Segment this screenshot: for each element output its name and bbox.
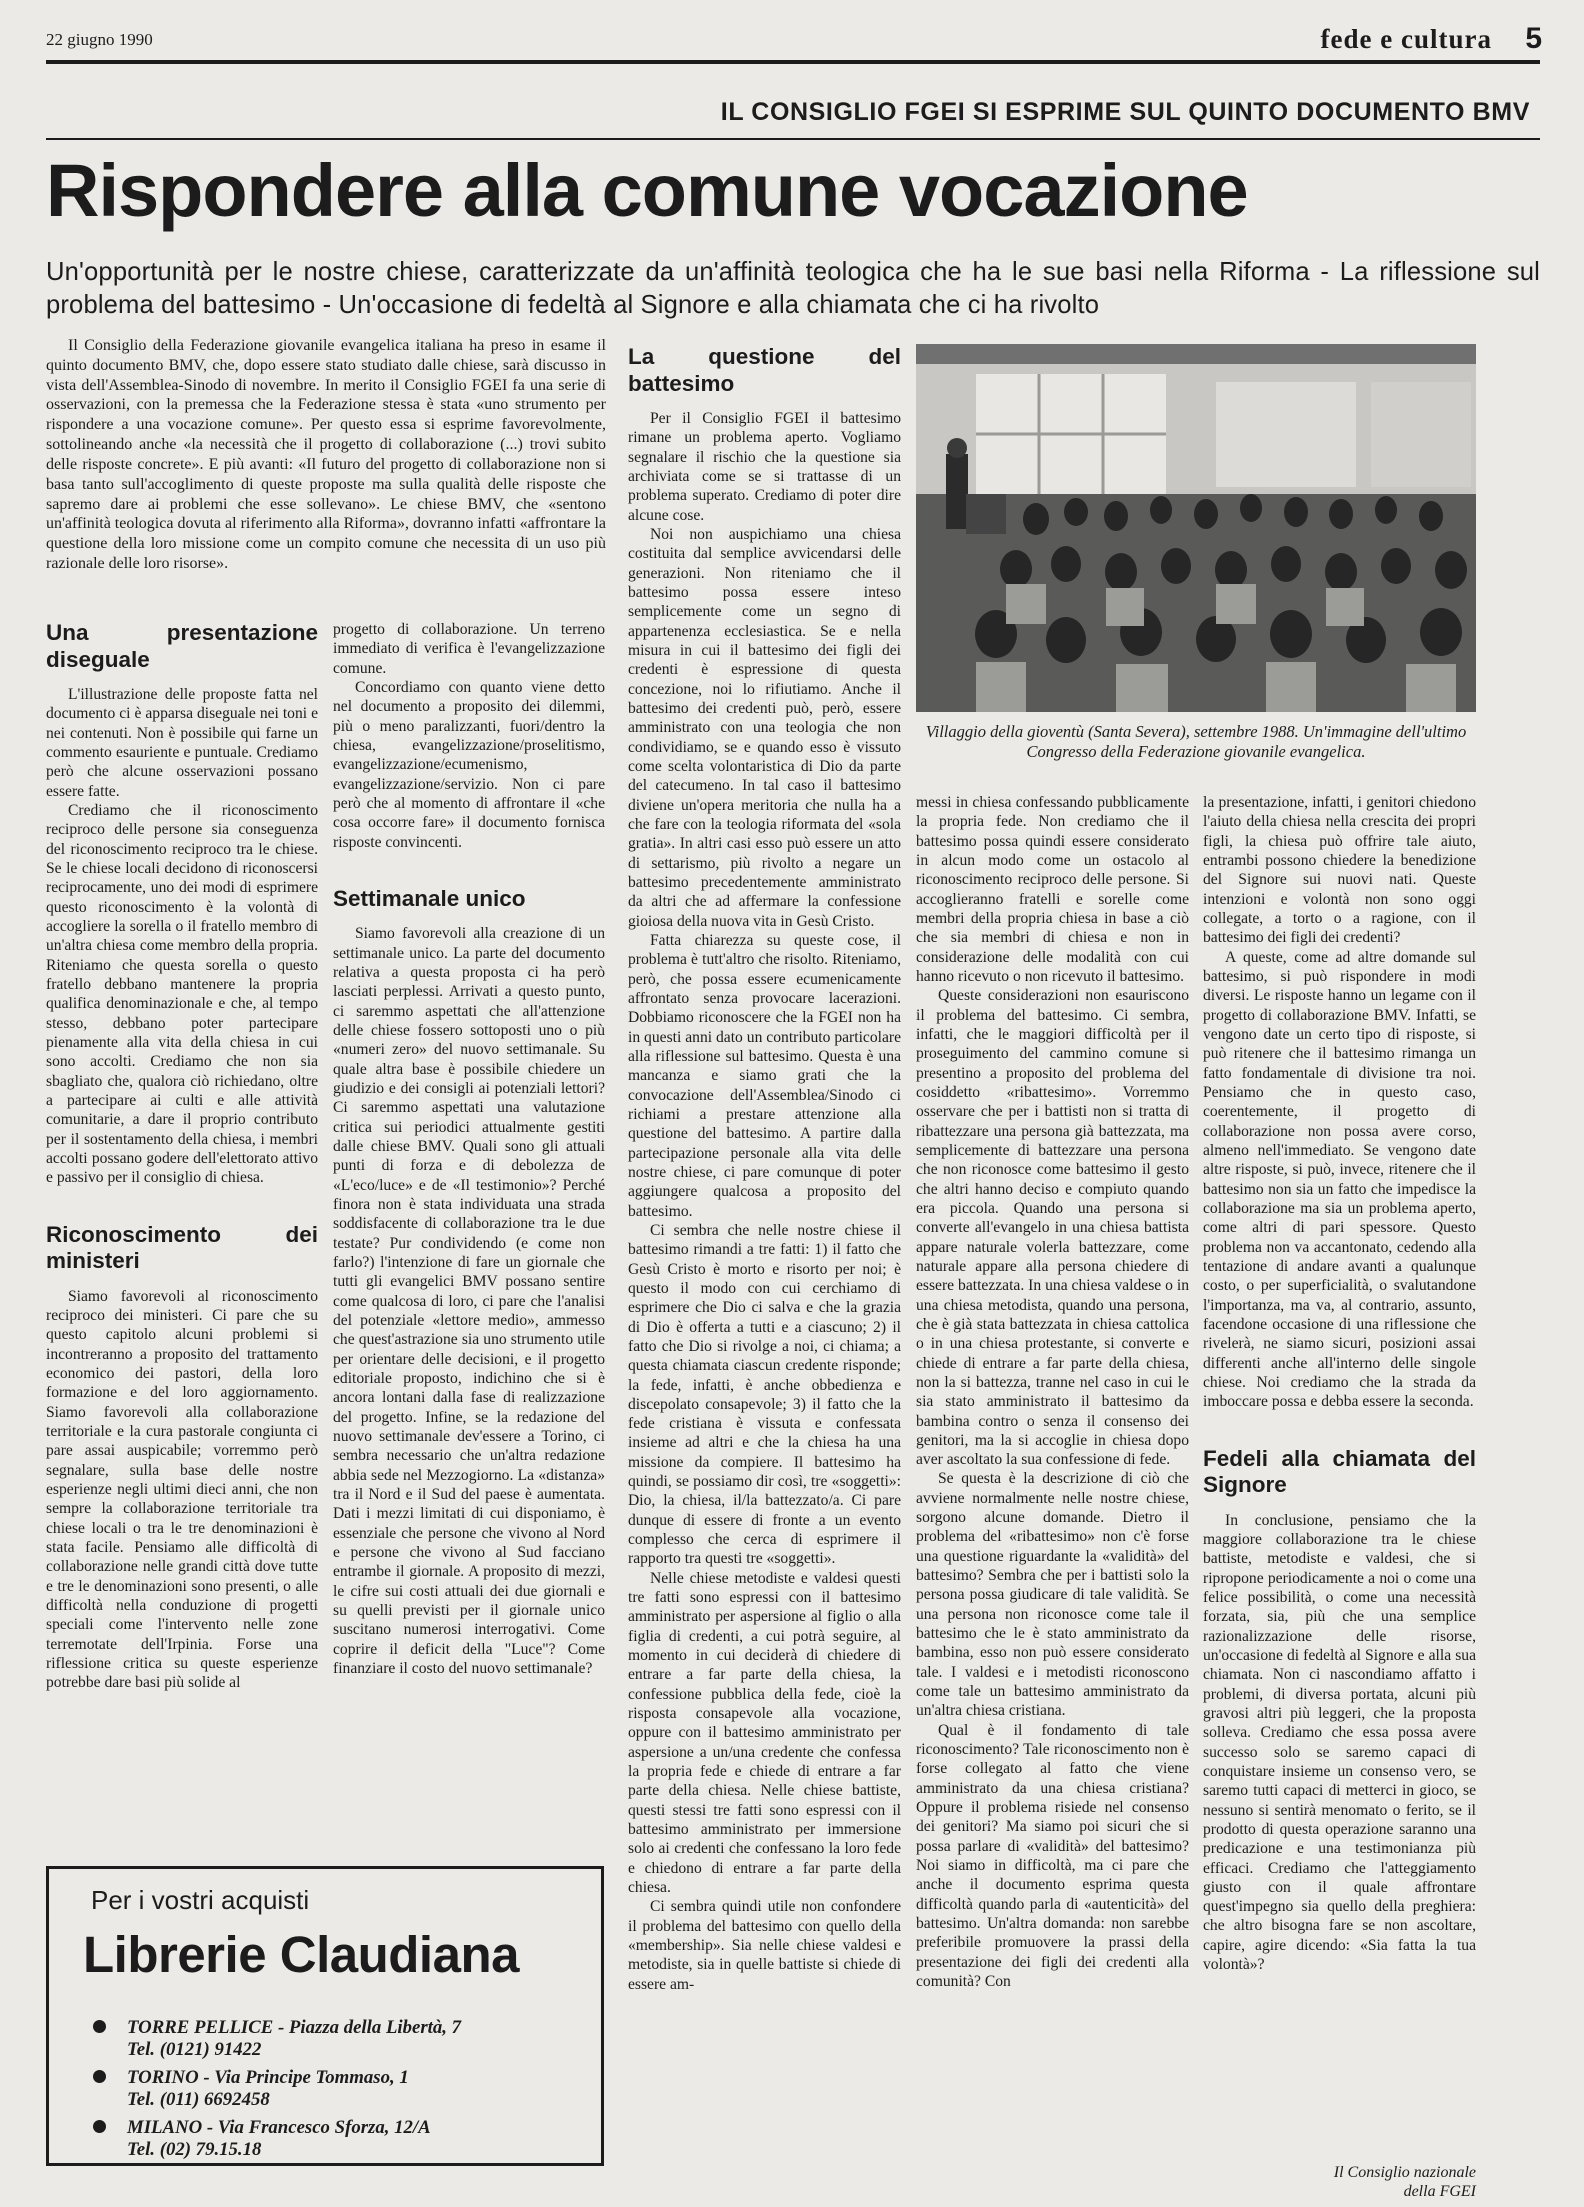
store-address: TORINO - Via Principe Tommaso, 1 — [127, 2067, 409, 2088]
paragraph: Siamo favorevoli al riconoscimento reciproco dei ministeri. Ci pare che su questo capitolo alcuni problemi si incontreranno a proposito del trattamento economico dei pastori, della loro formazione e del loro aggiornamento. Siamo favorevoli alla collaborazione territoriale e la cura pastorale congiunta ci pare assai auspicabile; vorremmo però segnalare, sulla base delle nostre esperienze negli ultimi dieci anni, che non sempre la collaborazione territoriale tra chiese locali o tra le tre denominazioni è stata facile. Pensiamo alle difficoltà di collaborazione nelle grandi città dove tutte e tre le denominazioni sono presenti, o alle difficoltà nella conduzione di progetti speciali come l'intervento nelle zone terremotate dell'Irpinia. Forse una riflessione critica su queste esperienze potrebbe dare basi più solide al — [46, 1287, 318, 1692]
column-3 — [628, 344, 901, 2192]
column-5 — [1203, 793, 1476, 2193]
store-address: TORRE PELLICE - Piazza della Libertà, 7 — [127, 2017, 462, 2038]
ad-title: Librerie Claudiana — [83, 1926, 519, 1983]
page-number: 5 — [1525, 22, 1542, 55]
article-subtitle: Un'opportunità per le nostre chiese, caratterizzate da un'affinità teologica che ha le sue basi nella Riforma - La riflessione sul problema del battesimo - Un'occasione di fedeltà al Signore e alla chiamata che ci ha rivolto — [46, 258, 1540, 320]
paragraph: Siamo favorevoli alla creazione di un settimanale unico. La parte del documento relativa a questa proposta ci ha però lasciati perplessi. Arrivati a questo punto, ci saremmo aspettati che all'attenzione delle chiese fossero sottoposti uno o più «numeri zero» del nuovo settimanale. Su quale altra base è possibile chiedere un giudizio e dei consigli ai potenziali lettori? Ci saremmo aspettati una valutazione critica sui periodici attualmente gestiti dalle chiese BMV. Quali sono gli attuali punti di forza e di debolezza de «L'eco/luce» e de «Il testimonio»? Perché finora non è stata individuata una strada soddisfacente di collaborazione tra le due testate? Pur condividendo (e come non farlo?) l'intenzione di fare un giornale che tutti gli evangelici BMV possano sentire come qualcosa di loro, ci pare che l'analisi del potenziale «lettore medio», ammesso che quest'astrazione sia uno strumento utile per orientare delle decisioni, e il progetto editoriale proposto, indichino che si è ancora lontani dalla fase di realizzazione del progetto. Infine, se la redazione del nuovo settimanale dev'essere a Torino, ci sembra necessario che un'altra redazione abbia sede nel Mezzogiorno. La «distanza» tra il Nord e il Sud del paese è aumentata. Dati i mezzi limitati di cui disponiamo, è essenziale che persone che vivono al Nord e persone che vivono al Sud facciano entrambe il giornale. A proposito di mezzi, le cifre sui costi attuali dei due giornali e su quelli previsti per il giornale unico suscitano numerosi interrogativi. Come coprire il deficit della "Luce"? Come finanziare il costo del nuovo settimanale? — [333, 925, 605, 1677]
article-signature — [1236, 2163, 1476, 2201]
paragraph: messi in chiesa confessando pubblicamente la propria fede. Non crediamo che il battesimo possa quindi essere considerato in alcun modo come un ostacolo al riconoscimento reciproco delle persone. Si accoglieranno fratelli e sorelle come membri della propria chiesa in base a ciò che sia membri di chiesa e non in considerazione delle modalità con cui hanno ricevuto o non ricevuto il battesimo. — [916, 794, 1189, 985]
paragraph: A queste, come ad altre domande sul battesimo, si può rispondere in modi diversi. Le risposte hanno un legame con il progetto di collaborazione BMV. Infatti, se vengono date un certo tipo di risposte, si può ritenere che il battesimo rimanga un fatto fondamentale di divisione tra noi. Pensiamo che in questo caso, coerentemente, il progetto di collaborazione non possa avere corso, almeno nell'immediato. Se vengono date altre risposte, si può, invece, ritenere che il battesimo non sia un fatto che impedisce la collaborazione ma sia un problema aperto, come altri di pari spessore. Questo problema non va accantonato, cedendo alla tentazione di andare avanti a qualunque costo, o per superficialità, o svalutandone l'importanza, ma va, al contrario, assunto, facendone occasione di una riflessione che rivelerà, ne siamo sicuri, posizioni assai differenti anche all'interno delle singole chiese. Noi crediamo che la strada da imboccare possa e debba essere la seconda. — [1203, 948, 1476, 1411]
column-4 — [916, 793, 1189, 2193]
store-phone: Tel. (011) 6692458 — [127, 2088, 270, 2110]
section-title: fede e cultura — [1320, 24, 1492, 54]
bullet-icon — [93, 2070, 106, 2083]
store-address: MILANO - Via Francesco Sforza, 12/A — [127, 2117, 431, 2138]
paragraph: la presentazione, infatti, i genitori chiedono l'aiuto della chiesa nella crescita dei propri figli, la chiesa può offrire tale aiuto, entrambi possono chiedere la benedizione del Signore sui nuovi nati. Queste intenzioni e volontà non sono oggi collegate, a torto o a ragione, con il battesimo dei figli dei credenti? — [1203, 794, 1476, 947]
claudiana-advertisement — [46, 1866, 604, 2166]
ad-store-torino — [127, 2067, 409, 2110]
paragraph: Noi non auspichiamo una chiesa costituita dal semplice avvicendarsi delle generazioni. Non riteniamo che il battesimo possa essere inteso semplicemente come un segno di appartenenza ecclesiastica. Se e nella misura in cui il battesimo dei figli dei credenti è espressione di questa concezione, noi lo rifiutiamo. Anche il battesimo dei credenti può, però, essere amministrato con una teologia che non condividiamo, se e quando esso è vissuto come scelta volontaristica di Dio da parte del catecumeno. In tal caso il battesimo diviene un'opera meritoria che nulla ha a che fare con la teologia riformata del «sola gratia». In altri casi esso può essere un atto di settarismo, più rivolto a negare un battesimo precedentemente amministrato da altri che ad affermare la confessione gioiosa della nuova vita in Gesù Cristo. — [628, 526, 901, 930]
subhead-ministeri: Riconoscimento dei ministeri — [46, 1221, 318, 1274]
paragraph: Qual è il fondamento di tale riconoscimento? Tale riconoscimento non è forse collegato al fatto che viene amministrato da una chiesa cristiana? Oppure il problema risiede nel consenso dei genitori? Ma siamo poi sicuri che si possa parlare di «validità» del battesimo? Noi siamo in difficoltà, ma ci pare che anche il documento esprima questa difficoltà quando parla di «autenticità» del battesimo. Un'altra domanda: non sarebbe preferibile promuovere la prassi della presentazione dei figli dei credenti alla comunità? Con — [916, 1721, 1189, 1991]
paragraph: Queste considerazioni non esauriscono il problema del battesimo. Ci sembra, infatti, che le maggiori difficoltà per il proseguimento del cammino comune si presentino a proposito del problema del cosiddetto «ribattesimo». Vorremmo osservare che per i battisti non si tratta di ribattezzare una persona già battezzata, ma semplicemente di battezzare una persona che non riconosce come battesimo il gesto che altri hanno deciso e compiuto quando era piccola. Quando una persona si converte all'evangelo in una chiesa battista appare naturale volerla battezzare, come naturale appare alla persona chiedere di essere battezzata. In una chiesa valdese o in una chiesa metodista, quando una persona, che è già stata battezzata in chiesa cattolica o in una chiesa protestante, si converte e chiede di entrare a far parte della chiesa, non la si battezza, tranne nel caso in cui le sia stato amministrato il battesimo da bambina contro o senza il consenso dei genitori, ma la si accoglie in chiesa dopo aver ascoltato la sua confessione di fede. — [916, 987, 1189, 1469]
paragraph: Fatta chiarezza su queste cose, il problema è tutt'altro che risolto. Riteniamo, però, che possa essere ecumenicamente affrontato senza provocare lacerazioni. Dobbiamo riconoscere che la FGEI non ha in questi anni dato un contributo particolare alla riflessione sul battesimo. Questa è una mancanza e siamo grati che la convocazione dell'Assemblea/Sinodo ci richiami a prestare attenzione alla questione del battesimo. A partire dalla partecipazione personale alla vita delle nostre chiese, ci pare comunque di poter aggiungere qualcosa a proposito del battesimo. — [628, 931, 901, 1220]
congress-photo — [916, 344, 1476, 712]
intro-paragraph: Il Consiglio della Federazione giovanile evangelica italiana ha preso in esame il quinto documento BMV, che, dopo essere stato studiato dalle chiese, sarà discusso in vista dell'Assemblea-Sinodo di novembre. In merito il Consiglio FGEI fa una serie di osservazioni, con la premessa che la Federazione stessa è stata «uno strumento per rispondere a una vocazione comune». Per questo essa si esprime favorevolmente, sottolineando anche «la necessità che il progetto di collaborazione (...) trovi subito delle risposte concrete». E più avanti: «Il futuro del progetto di collaborazione non si basa tanto sull'accoglimento di queste proposte ma sulla qualità delle risposte che sapremo dare ai problemi che esse sollevano». Le chiese BMV, che «sentono un'affinità teologica dovuta al riferimento alla Riforma», dovranno infatti «affrontare la questione della loro missione come un compito comune che necessita di un uso più razionale delle loro risorse». — [46, 337, 606, 573]
paragraph: Ci sembra che nelle nostre chiese il battesimo rimandi a tre fatti: 1) il fatto che Gesù Cristo è morto e risorto per noi; è questo il modo con cui cerchiamo di esprimere che Dio ci salva e che la grazia di Dio è offerta a tutti e a ciascuno; 2) il fatto che Dio si rivolge a noi, ci chiama; a questa chiamata ciascun credente risponde; la fede, infatti, è anche obbedienza e discepolato consapevole; 3) il fatto che la fede cristiana è vissuta e confessata insieme ad altri e che la chiesa ha una missione da compiere. Il battesimo ha quindi, se possiamo dir così, tre «soggetti»: Dio, la chiesa, il/la battezzato/a. Ci pare dunque di essere di fronte a un evento complesso che cerca di esprimere il rapporto tra questi tre «soggetti». — [628, 1221, 901, 1568]
subhead-battesimo: La questione del battesimo — [628, 344, 901, 396]
paragraph: L'illustrazione delle proposte fatta nel documento ci è apparsa diseguale nei toni e nei contenuti. Non è possibile qui farne un commento esauriente e puntuale. Crediamo però che alcune osservazioni possano essere fatte. — [46, 686, 318, 800]
store-phone: Tel. (02) 79.15.18 — [127, 2138, 262, 2160]
column-2 — [333, 620, 605, 1740]
article-intro — [46, 336, 606, 574]
paragraph: Per il Consiglio FGEI il battesimo rimane un problema aperto. Vogliamo segnalare il rischio che la questione sia archiviata come se si trattasse di un problema superato. Crediamo di poter dire alcune cose. — [628, 410, 901, 524]
photo-caption: Villaggio della gioventù (Santa Severa), settembre 1988. Un'immagine dell'ultimo Congresso della Federazione giovanile evangelica. — [925, 722, 1467, 762]
issue-date: 22 giugno 1990 — [46, 30, 153, 49]
bullet-icon — [93, 2120, 106, 2133]
masthead-rule — [46, 60, 1540, 64]
signature-line: della FGEI — [1403, 2183, 1476, 2201]
paragraph: Crediamo che il riconoscimento reciproco delle persone sia conseguenza del riconoscimento reciproco tra le chiese. Se le chiese locali decidono di riconoscersi reciprocamente, uno dei modi di esprimere questo riconoscimento è la volontà di accogliere la sorella o il fratello membro di un'altra chiesa come membro della propria. Riteniamo che questa sorella o questo fratello debbano mantenere la propria qualifica denominazionale e che, al tempo stesso, debbano poter partecipare pienamente alla vita della chiesa in cui sono accolti. Crediamo che non sia sbagliato che, qualora ciò richiedano, oltre a partecipare ai culti e alle attività comunitarie, a dare il proprio contributo per il sostentamento della chiesa, i membri accolti possano godere dell'elettorato attivo e passivo per il consiglio di chiesa. — [46, 802, 318, 1187]
ad-store-milano — [127, 2117, 431, 2160]
paragraph: Concordiamo con quanto viene detto nel documento a proposito dei dilemmi, più o meno paralizzanti, fuori/dentro la chiesa, evangelizzazione/proselitismo, evangelizzazione/ecumenismo, evangelizzazione/servizio. Non ci pare però che al momento di affrontare il «che cosa occorre fare» il documento fornisca risposte convincenti. — [333, 678, 605, 851]
subhead-fedeli: Fedeli alla chiamata del Signore — [1203, 1445, 1476, 1498]
paragraph: progetto di collaborazione. Un terreno immediato di verifica è l'evangelizzazione comune. — [333, 621, 605, 677]
column-1 — [46, 620, 318, 1740]
bullet-icon — [93, 2020, 106, 2033]
article-kicker: IL CONSIGLIO FGEI SI ESPRIME SUL QUINTO DOCUMENTO BMV — [720, 98, 1530, 126]
ad-tagline: Per i vostri acquisti — [91, 1885, 310, 1915]
signature-line: Il Consiglio nazionale — [1333, 2164, 1476, 2181]
subhead-presentazione: Una presentazione diseguale — [46, 620, 318, 672]
article-headline: Rispondere alla comune vocazione — [46, 149, 1248, 232]
paragraph: Nelle chiese metodiste e valdesi questi tre fatti sono espressi con il battesimo amministrato per aspersione al figlio o alla figlia di credenti, a cui potrà seguire, al momento in cui deciderà di chiedere di entrare a far parte della chiesa, la confessione pubblica della fede, cioè la risposta consapevole alla vocazione, oppure con il battesimo amministrato per aspersione a un/una credente che confessa la propria fede e chiede di entrare a far parte della chiesa. Nelle chiese battiste, questi stessi tre fatti sono espressi con il battesimo amministrato per immersione solo ai credenti che confessano la loro fede e chiedono di entrare a far parte della chiesa. — [628, 1569, 901, 1897]
ad-store-torre-pellice — [127, 2017, 461, 2060]
store-phone: Tel. (0121) 91422 — [127, 2038, 262, 2060]
paragraph: Se questa è la descrizione di ciò che avviene normalmente nelle nostre chiese, sorgono alcune domande. Dietro il problema del «ribattesimo» non c'è forse una questione riguardante la «validità» del battesimo? Sembra che per i battisti solo la persona possa giudicare di tale validità. Se una persona non riconosce come tale il battesimo che le è stato amministrato da bambina, esso non può essere considerato tale. I valdesi e i metodisti riconoscono come tale un battesimo amministrato da un'altra chiesa cristiana. — [916, 1470, 1189, 1720]
kicker-rule — [46, 138, 1540, 140]
subhead-settimanale: Settimanale unico — [333, 885, 526, 911]
paragraph: In conclusione, pensiamo che la maggiore collaborazione tra le chiese battiste, metodiste e valdesi, che si ripropone periodicamente a noi o come una felice possibilità, o come una necessità forzata, sia, più che una semplice razionalizzazione delle risorse, un'occasione di fedeltà al Signore e alla sua chiamata. Non ci nascondiamo affatto i problemi, di diversa portata, alcuni più gravosi altri più leggeri, che la proposta solleva. Crediamo che essa possa avere successo solo se saremo capaci di conquistare insieme un consenso vero, se saremo tutti capaci di metterci in gioco, se nessuno si sentirà menomato o ferito, se il prodotto di questa operazione saranno una predicazione e una testimonianza più efficaci. Crediamo che l'atteggiamento giusto con il quale affrontare quest'impegno sia quello della preghiera: che altro bisogna fare se non ascoltare, capire, agire dicendo: «Sia fatta la tua volontà»? — [1203, 1511, 1476, 1974]
paragraph: Ci sembra quindi utile non confondere il problema del battesimo con quello della «membership». Sia nelle chiese valdesi e metodiste, sia in quelle battiste si chiede di essere am- — [628, 1898, 901, 1993]
